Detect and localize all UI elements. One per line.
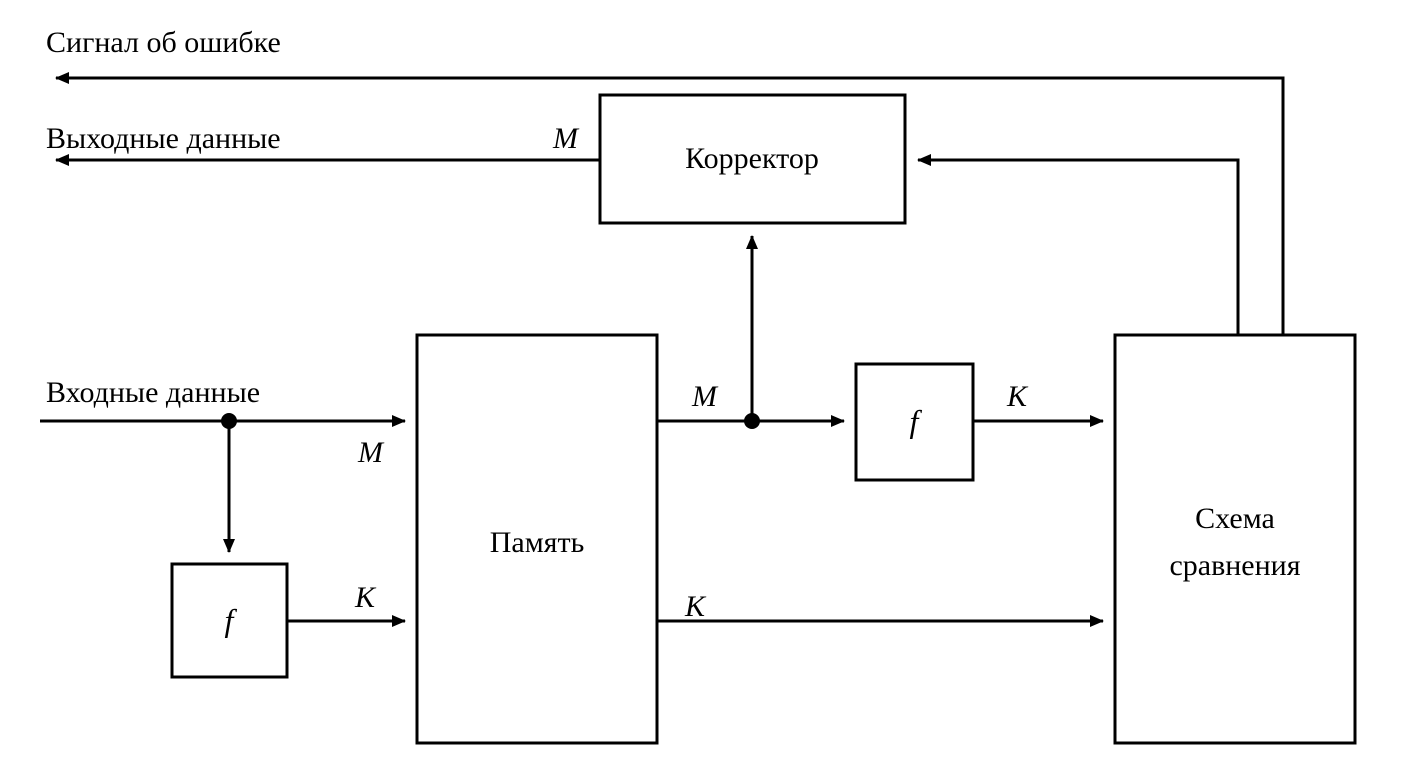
box-label-comparator-line1: Схема (1195, 502, 1275, 535)
signal-label-m-corrector-out: M (553, 122, 578, 155)
line-comparator-to-corrector (918, 160, 1238, 335)
signal-label-k-f-top-out: K (1007, 380, 1028, 413)
signal-label-m-memory-out: M (692, 380, 717, 413)
box-label-corrector: Корректор (685, 142, 819, 175)
junction-dot-input (221, 413, 237, 429)
signal-label-k-f-bottom-out: K (355, 581, 376, 614)
box-comparator (1115, 335, 1355, 743)
label-output-data: Выходные данные (46, 122, 281, 155)
label-input-data: Входные данные (46, 376, 261, 409)
box-label-f-top: f (909, 403, 919, 439)
box-label-memory: Память (489, 526, 585, 559)
signal-label-m-input: M (358, 436, 383, 469)
connector-lines (40, 78, 1283, 621)
line-error-signal (56, 78, 1283, 335)
box-outlines (172, 95, 1355, 743)
box-label-f-bottom: f (224, 602, 234, 638)
signal-label-k-memory-out: K (685, 590, 706, 623)
junction-dot-memory-m (744, 413, 760, 429)
label-error-signal: Сигнал об ошибке (46, 26, 281, 59)
box-label-comparator-line2: сравнения (1169, 549, 1301, 582)
